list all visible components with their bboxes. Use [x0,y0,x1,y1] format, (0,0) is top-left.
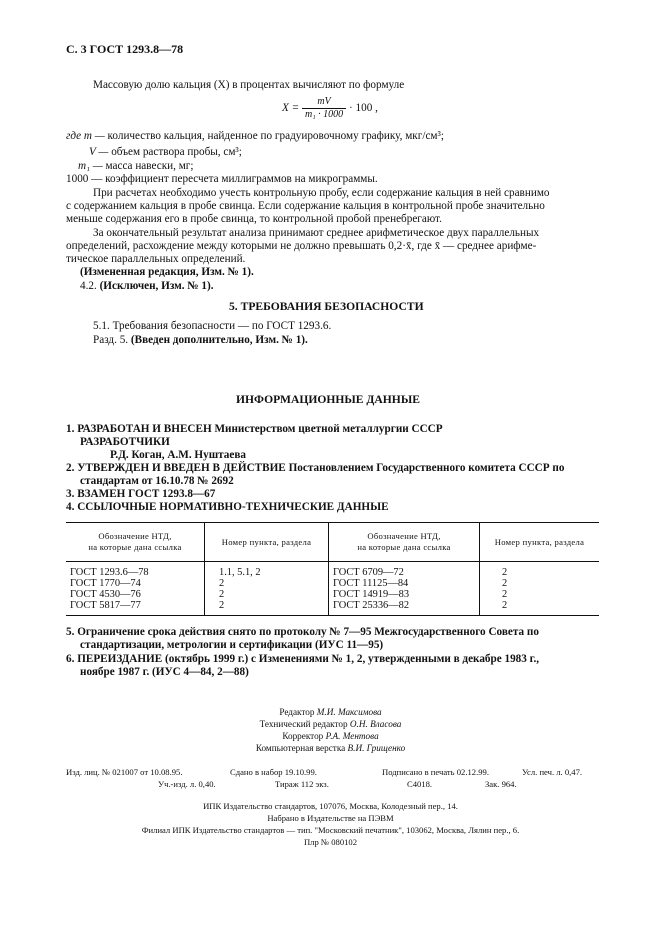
credit-name: Р.А. Ментова [325,731,379,741]
publisher-line-1: ИПК Издательство стандартов, 107076, Москва, Колодезный пер., 14. [203,801,458,811]
table-cell: 2 [205,578,329,589]
para1-line-1: При расчетах необходимо учесть контрольную пробу, если содержание кальция в ней сравнимо [93,187,550,199]
item-number: 2. [66,462,75,474]
where-symbol: 1000 — [66,173,103,185]
item-4-2 [80,280,214,293]
credit-role: Технический редактор [259,719,348,729]
credit-layout [0,742,661,755]
info-item-6 [66,653,539,666]
table-cell: 2 [205,589,329,600]
credit-name: В.И. Грищенко [347,743,406,753]
item-text: (Исключен, Изм. № 1). [99,280,214,292]
formula-fraction [302,96,346,121]
info-item-1 [66,423,443,436]
info-item-2 [66,462,564,475]
credit-role: Корректор [282,731,324,741]
credit-name: О.Н. Власова [349,719,402,729]
header-line: на которые дана ссылка [357,542,451,552]
table-header-row [66,523,599,562]
formula-rhs: · 100 , [348,102,378,115]
item-text: ВЗАМЕН ГОСТ 1293.8—67 [77,488,216,500]
section-5-1: 5.1. Требования безопасности — по ГОСТ 1293.6. [93,320,332,332]
section-5-note [93,334,308,347]
header-line: Обозначение НТД, [367,531,441,541]
credit-role: Компьютерная верстка [255,743,346,753]
imprint-code: С4018. [407,779,433,789]
imprint-print-run: Тираж 112 экз. [275,779,329,789]
para1-line-2: с содержанием кальция в пробе свинца. Если содержание кальция в контрольной пробе значительно [66,200,545,212]
imprint-license: Изд. лиц. № 021007 от 10.08.95. [66,767,183,777]
where-text: количество кальция, найденное по градуировочному графику, мкг/см³; [107,130,444,142]
table-cell: ГОСТ 6709—72 [329,562,480,579]
note-bold: (Введен дополнительно, Изм. № 1). [130,334,308,346]
table-cell: ГОСТ 1293.6—78 [70,567,149,578]
table-cell: ГОСТ 1770—74 [70,578,141,589]
info-item-5-cont: стандартизации, метрологии и сертификации (ИУС 11—95) [80,639,384,651]
formula-numerator: mV [302,96,346,109]
table-cell: ГОСТ 14919—83 [329,589,480,600]
where-line-1 [66,130,444,143]
info-item-3 [66,488,215,501]
amended-note: (Измененная редакция, Изм. № 1). [80,266,254,278]
table-row [66,562,599,579]
where-symbol: m₁ — [78,160,103,172]
table-row [66,589,599,600]
where-line-3 [78,160,194,173]
item-number: 1. [66,423,75,435]
formula [282,96,378,121]
imprint-order: Зак. 964. [485,779,517,789]
info-title: ИНФОРМАЦИОННЫЕ ДАННЫЕ [236,393,420,406]
item-number: 5. [66,626,75,638]
para2-line-1: За окончательный результат анализа принимают среднее арифметическое двух параллельных [93,227,540,239]
publisher-line-2: Набрано в Издательстве на ПЭВМ [267,813,394,823]
section-5-title: 5. ТРЕБОВАНИЯ БЕЗОПАСНОСТИ [229,300,424,313]
publisher-line-4: Плр № 080102 [303,837,358,847]
para2-line-3: тическое параллельных определений. [66,253,246,265]
where-line-4 [66,173,378,186]
table-cell: 2 [205,600,329,616]
table-header-cell [329,523,480,562]
formula-denominator: m₁ · 1000 [304,109,344,120]
table-cell: ГОСТ 25336—82 [329,600,480,616]
item-text: Ограничение срока действия снято по протоколу № 7—95 Межгосударственного Совета по [77,626,539,638]
para2-line-2: определений, расхождение между которыми не должно превышать 0,2·x̄, где x̄ — среднее арифме- [66,240,537,252]
table-header-cell: Номер пункта, раздела [205,523,329,562]
table-cell: 2 [480,578,600,589]
where-text: коэффициент пересчета миллиграммов на микрограммы. [105,173,378,185]
item-bold: РАЗРАБОТАН И ВНЕСЕН [77,423,212,435]
header-line: Обозначение НТД, [98,531,172,541]
reference-table [66,522,599,616]
header-line: на которые дана ссылка [88,542,182,552]
item-text: Министерством цветной металлургии СССР [214,423,443,435]
imprint-print-sheets: Усл. печ. л. 0,47. [522,767,583,777]
credit-name: М.И. Максимова [316,707,382,717]
formula-intro: Массовую долю кальция (X) в процентах вычисляют по формуле [93,79,405,91]
where-line-2 [89,146,242,159]
info-item-4 [66,501,389,514]
item-number: 3. [66,488,75,500]
table-cell: 1.1, 5.1, 2 [205,562,329,579]
page-header: С. 3 ГОСТ 1293.8—78 [66,42,184,56]
info-developers-label: РАЗРАБОТЧИКИ [80,436,170,448]
item-number: 4. [66,501,75,513]
table-cell: ГОСТ 4530—76 [70,589,141,600]
imprint-typeset: Сдано в набор 19.10.99. [230,767,317,777]
imprint-signed: Подписано в печать 02.12.99. [382,767,489,777]
para1-line-3: меньше содержания его в пробе свинца, то контрольной пробой пренебрегают. [66,213,442,225]
table-row [66,578,599,589]
note-plain: Разд. 5. [93,334,129,346]
info-item-5 [66,626,539,639]
info-developers: Р.Д. Коган, А.М. Нуштаева [110,449,246,461]
credit-role: Редактор [279,707,315,717]
where-text: масса навески, мг; [105,160,194,172]
where-symbol: где m — [66,130,105,142]
item-number: 6. [66,653,75,665]
info-item-2-cont: стандартам от 16.10.78 № 2692 [80,475,234,487]
table-header-cell: Номер пункта, раздела [480,523,600,562]
where-symbol: V — [89,146,109,158]
imprint-pub-sheets: Уч.-изд. л. 0,40. [158,779,216,789]
table-row [66,600,599,616]
table-header-cell [66,523,205,562]
item-number: 4.2. [80,280,97,292]
item-text: ПЕРЕИЗДАНИЕ (октябрь 1999 г.) с Изменениями № 1, 2, утвержденными в декабре 1983 г., [77,653,540,665]
info-item-6-cont: ноябре 1987 г. (ИУС 4—84, 2—88) [80,666,249,678]
where-text: объем раствора пробы, см³; [111,146,242,158]
table-cell: 2 [480,562,600,579]
table-cell: ГОСТ 11125—84 [329,578,480,589]
item-text: Постановлением Государственного комитета СССР по [288,462,565,474]
table-cell: ГОСТ 5817—77 [66,600,205,616]
table-cell: 2 [480,600,600,616]
item-text: ССЫЛОЧНЫЕ НОРМАТИВНО-ТЕХНИЧЕСКИЕ ДАННЫЕ [77,501,389,513]
publisher-line-3: Филиал ИПК Издательство стандартов — тип. "Московский печатник", 103062, Москва, Лялин пер., 6. [141,825,520,835]
item-bold: УТВЕРЖДЕН И ВВЕДЕН В ДЕЙСТВИЕ [77,462,286,474]
formula-lhs: X = [282,102,300,115]
table-cell: 2 [480,589,600,600]
